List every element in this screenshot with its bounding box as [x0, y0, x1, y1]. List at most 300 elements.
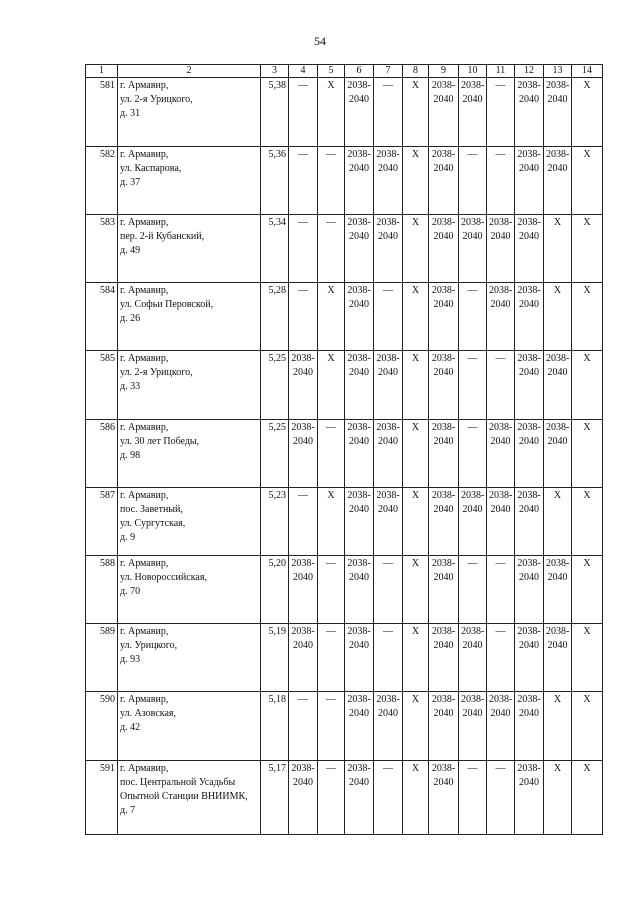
cell-text: 2038- [517, 80, 541, 91]
cell-text: X [411, 217, 420, 228]
value-cell [374, 420, 403, 488]
cell-text: 2040 [433, 504, 454, 515]
cell-text: — [326, 558, 336, 569]
cell-text: 2038- [431, 490, 456, 501]
cell-text: — [383, 285, 393, 296]
cell-text: 2040 [547, 94, 568, 105]
cell-text: 2040 [433, 231, 454, 242]
value-cell [544, 351, 572, 420]
column-header: 4 [289, 65, 318, 78]
cell-text: X [583, 285, 591, 296]
table-row [86, 215, 603, 283]
address-line: г. Армавир, [120, 694, 169, 705]
value-cell [572, 147, 603, 215]
value-cell [572, 761, 603, 835]
value-cell [544, 147, 572, 215]
value-cell [403, 78, 429, 147]
value-cell [345, 556, 374, 624]
cell-text: 2040 [519, 367, 539, 378]
cell-text: 2038- [376, 694, 400, 705]
cell-text: — [298, 217, 308, 228]
value-cell [572, 78, 603, 147]
column-header: 11 [487, 65, 515, 78]
value-cell [429, 761, 459, 835]
cell-text: — [298, 694, 308, 705]
cell-text: 2040 [293, 640, 313, 651]
row-number: 591 [86, 761, 118, 835]
value-cell [318, 556, 345, 624]
cell-text: 2038- [347, 285, 371, 296]
value-cell [487, 761, 515, 835]
cell-text: 2040 [433, 572, 454, 583]
value-cell [429, 78, 459, 147]
cell-text: 2040 [349, 163, 369, 174]
value-cell [345, 624, 374, 692]
cell-text: X [553, 285, 562, 296]
table-row [86, 283, 603, 351]
address-cell [118, 420, 261, 488]
value-cell [544, 556, 572, 624]
table-row [86, 692, 603, 761]
cell-text: 2038- [489, 490, 513, 501]
cell-text: 2038- [347, 217, 371, 228]
address-line: г. Армавир, [120, 217, 169, 228]
address-line: г. Армавир, [120, 80, 169, 91]
address-cell [118, 692, 261, 761]
value-cell [289, 283, 318, 351]
cell-text: 2038- [461, 694, 485, 705]
cell-text: — [467, 422, 478, 433]
address-line: ул. Каспарова, [120, 163, 182, 174]
cell-text: 2038- [517, 353, 541, 364]
value-cell [572, 420, 603, 488]
cell-text: — [495, 353, 506, 364]
cell-text: X [411, 558, 420, 569]
cell-text: 2038- [376, 353, 400, 364]
cell-text: 2040 [349, 708, 369, 719]
cell-text: 2038- [347, 422, 371, 433]
cell-text: X [583, 217, 591, 228]
cell-text: 2040 [433, 367, 454, 378]
row-number: 581 [86, 78, 118, 147]
address-cell [118, 215, 261, 283]
value-cell [487, 147, 515, 215]
value-cell [318, 624, 345, 692]
cell-text: X [411, 763, 420, 774]
cell-text: X [411, 694, 420, 705]
area-value: 5,34 [261, 215, 289, 283]
value-cell [374, 761, 403, 835]
row-number: 590 [86, 692, 118, 761]
cell-text: — [326, 626, 336, 637]
cell-text: 2038- [461, 80, 485, 91]
cell-text: 2038- [347, 490, 371, 501]
cell-text: 2038- [431, 694, 456, 705]
cell-text: 2038- [546, 80, 570, 91]
cell-text: 2040 [519, 436, 539, 447]
cell-text: 2040 [490, 708, 511, 719]
cell-text: 2038- [461, 626, 485, 637]
cell-text: X [583, 763, 591, 774]
cell-text: 2038- [517, 558, 541, 569]
cell-text: X [583, 694, 591, 705]
value-cell [544, 624, 572, 692]
value-cell [403, 761, 429, 835]
area-value: 5,25 [261, 420, 289, 488]
value-cell [345, 351, 374, 420]
cell-text: X [553, 694, 562, 705]
column-header: 10 [459, 65, 487, 78]
cell-text: X [327, 353, 335, 364]
cell-text: X [553, 490, 562, 501]
value-cell [403, 624, 429, 692]
cell-text: 2038- [517, 422, 541, 433]
cell-text: 2040 [462, 504, 483, 515]
cell-text: — [326, 217, 336, 228]
table-row [86, 147, 603, 215]
cell-text: 2040 [433, 163, 454, 174]
cell-text: X [583, 149, 591, 160]
cell-text: 2038- [546, 422, 570, 433]
cell-text: X [327, 490, 335, 501]
row-number: 586 [86, 420, 118, 488]
column-header: 7 [374, 65, 403, 78]
cell-text: 2040 [490, 299, 511, 310]
cell-text: 2038- [347, 353, 371, 364]
value-cell [429, 692, 459, 761]
cell-text: 2040 [349, 504, 369, 515]
cell-text: — [495, 763, 506, 774]
value-cell [429, 215, 459, 283]
cell-text: — [326, 149, 336, 160]
value-cell [515, 761, 544, 835]
cell-text: X [411, 353, 420, 364]
address-cell [118, 78, 261, 147]
column-header: 14 [572, 65, 603, 78]
address-line: ул. 2-я Урицкого, [120, 367, 193, 378]
value-cell [403, 692, 429, 761]
address-line: г. Армавир, [120, 353, 169, 364]
address-cell [118, 488, 261, 556]
area-value: 5,23 [261, 488, 289, 556]
value-cell [459, 761, 487, 835]
value-cell [289, 215, 318, 283]
value-cell [459, 488, 487, 556]
value-cell [403, 351, 429, 420]
value-cell [289, 78, 318, 147]
cell-text: 2038- [291, 353, 315, 364]
column-header: 9 [429, 65, 459, 78]
cell-text: 2038- [291, 763, 315, 774]
area-value: 5,18 [261, 692, 289, 761]
value-cell [429, 488, 459, 556]
register-table [85, 64, 603, 835]
table-row [86, 624, 603, 692]
value-cell [544, 692, 572, 761]
value-cell [544, 283, 572, 351]
table-row [86, 488, 603, 556]
value-cell [429, 420, 459, 488]
cell-text: 2040 [462, 94, 483, 105]
table-row [86, 420, 603, 488]
cell-text: X [411, 490, 420, 501]
cell-text: 2040 [462, 708, 483, 719]
cell-text: — [383, 558, 393, 569]
value-cell [318, 420, 345, 488]
cell-text: 2040 [519, 231, 539, 242]
cell-text: 2038- [546, 626, 570, 637]
value-cell [487, 692, 515, 761]
address-cell [118, 283, 261, 351]
cell-text: 2040 [378, 436, 398, 447]
column-header: 3 [261, 65, 289, 78]
table-row [86, 761, 603, 835]
cell-text: — [467, 763, 478, 774]
row-number: 585 [86, 351, 118, 420]
address-cell [118, 624, 261, 692]
cell-text: 2040 [519, 708, 539, 719]
cell-text: — [326, 694, 336, 705]
value-cell [544, 488, 572, 556]
address-cell [118, 556, 261, 624]
cell-text: 2038- [431, 353, 456, 364]
address-line: г. Армавир, [120, 763, 169, 774]
value-cell [487, 624, 515, 692]
value-cell [459, 624, 487, 692]
address-line: ул. Урицкого, [120, 640, 178, 651]
cell-text: X [553, 217, 562, 228]
value-cell [403, 215, 429, 283]
cell-text: 2038- [431, 763, 456, 774]
table-row [86, 556, 603, 624]
row-number: 589 [86, 624, 118, 692]
value-cell [487, 420, 515, 488]
address-line: Опытной Станции ВНИИМК, [120, 791, 248, 802]
column-header: 1 [86, 65, 118, 78]
address-cell [118, 351, 261, 420]
address-line: д. 7 [120, 805, 136, 816]
value-cell [515, 351, 544, 420]
cell-text: 2040 [349, 436, 369, 447]
address-line: ул. 2-я Урицкого, [120, 94, 193, 105]
column-header: 13 [544, 65, 572, 78]
cell-text: 2040 [293, 367, 313, 378]
address-line: пос. Центральной Усадьбы [120, 777, 236, 788]
area-value: 5,19 [261, 624, 289, 692]
cell-text: X [327, 80, 335, 91]
cell-text: 2038- [431, 217, 456, 228]
value-cell [544, 78, 572, 147]
cell-text: X [583, 353, 591, 364]
cell-text: 2038- [376, 217, 400, 228]
value-cell [318, 761, 345, 835]
cell-text: 2040 [490, 231, 511, 242]
cell-text: 2040 [519, 299, 539, 310]
cell-text: 2038- [431, 422, 456, 433]
cell-text: 2040 [293, 572, 313, 583]
address-line: ул. Азовская, [120, 708, 177, 719]
value-cell [487, 78, 515, 147]
cell-text: 2038- [376, 149, 400, 160]
value-cell [374, 351, 403, 420]
cell-text: 2040 [349, 572, 369, 583]
value-cell [429, 556, 459, 624]
row-number: 582 [86, 147, 118, 215]
value-cell [374, 147, 403, 215]
cell-text: 2040 [519, 504, 539, 515]
cell-text: 2038- [517, 149, 541, 160]
value-cell [374, 624, 403, 692]
area-value: 5,25 [261, 351, 289, 420]
value-cell [544, 761, 572, 835]
value-cell [318, 283, 345, 351]
address-line: г. Армавир, [120, 490, 169, 501]
value-cell [572, 351, 603, 420]
address-line: ул. Сургутская, [120, 518, 186, 529]
cell-text: — [298, 80, 308, 91]
value-cell [515, 147, 544, 215]
value-cell [289, 624, 318, 692]
value-cell [289, 351, 318, 420]
area-value: 5,28 [261, 283, 289, 351]
cell-text: 2040 [519, 777, 539, 788]
address-line: г. Армавир, [120, 626, 169, 637]
table-header-row [86, 65, 603, 78]
cell-text: 2038- [291, 558, 315, 569]
cell-text: — [383, 763, 393, 774]
value-cell [459, 692, 487, 761]
cell-text: 2038- [347, 558, 371, 569]
table-row [86, 351, 603, 420]
cell-text: X [411, 80, 420, 91]
address-line: д. 37 [120, 177, 141, 188]
row-number: 583 [86, 215, 118, 283]
cell-text: — [298, 285, 308, 296]
cell-text: 2038- [489, 285, 513, 296]
cell-text: 2040 [433, 436, 454, 447]
page-number: 54 [314, 34, 326, 48]
cell-text: 2038- [376, 490, 400, 501]
cell-text: X [583, 490, 591, 501]
column-header: 6 [345, 65, 374, 78]
cell-text: 2038- [347, 149, 371, 160]
address-line: д. 49 [120, 245, 141, 256]
cell-text: X [327, 285, 335, 296]
cell-text: — [326, 422, 336, 433]
column-header: 8 [403, 65, 429, 78]
value-cell [515, 283, 544, 351]
cell-text: X [583, 558, 591, 569]
cell-text: 2038- [546, 149, 570, 160]
value-cell [403, 488, 429, 556]
value-cell [429, 283, 459, 351]
cell-text: 2040 [349, 94, 369, 105]
value-cell [289, 488, 318, 556]
value-cell [487, 351, 515, 420]
cell-text: 2040 [349, 231, 369, 242]
cell-text: 2040 [547, 572, 568, 583]
cell-text: 2038- [347, 80, 371, 91]
address-line: ул. Софьи Перовской, [120, 299, 214, 310]
value-cell [459, 283, 487, 351]
cell-text: 2040 [519, 640, 539, 651]
address-cell [118, 761, 261, 835]
address-line: д. 9 [120, 532, 136, 543]
value-cell [318, 215, 345, 283]
cell-text: — [298, 149, 308, 160]
value-cell [345, 147, 374, 215]
value-cell [345, 215, 374, 283]
cell-text: X [411, 149, 420, 160]
value-cell [572, 556, 603, 624]
value-cell [345, 488, 374, 556]
address-line: д. 70 [120, 586, 141, 597]
value-cell [515, 420, 544, 488]
value-cell [374, 283, 403, 351]
value-cell [459, 556, 487, 624]
value-cell [345, 692, 374, 761]
address-line: г. Армавир, [120, 422, 169, 433]
value-cell [572, 624, 603, 692]
value-cell [318, 488, 345, 556]
cell-text: — [298, 490, 308, 501]
cell-text: 2038- [431, 285, 456, 296]
value-cell [345, 283, 374, 351]
value-cell [345, 420, 374, 488]
table-body [86, 78, 603, 835]
address-cell [118, 147, 261, 215]
cell-text: 2038- [517, 490, 541, 501]
area-value: 5,38 [261, 78, 289, 147]
area-value: 5,17 [261, 761, 289, 835]
cell-text: 2038- [431, 626, 456, 637]
cell-text: 2038- [431, 558, 456, 569]
value-cell [487, 215, 515, 283]
value-cell [544, 420, 572, 488]
cell-text: X [411, 422, 420, 433]
cell-text: — [467, 558, 478, 569]
cell-text: 2038- [517, 763, 541, 774]
value-cell [289, 556, 318, 624]
cell-text: 2038- [347, 626, 371, 637]
cell-text: 2038- [291, 626, 315, 637]
cell-text: — [467, 285, 478, 296]
cell-text: 2040 [547, 163, 568, 174]
address-line: д. 31 [120, 108, 141, 119]
cell-text: 2040 [349, 367, 369, 378]
cell-text: 2038- [546, 353, 570, 364]
table-row [86, 78, 603, 147]
cell-text: 2040 [462, 640, 483, 651]
cell-text: — [467, 149, 478, 160]
value-cell [459, 78, 487, 147]
address-line: г. Армавир, [120, 558, 169, 569]
cell-text: X [583, 626, 591, 637]
cell-text: 2040 [349, 299, 369, 310]
value-cell [515, 624, 544, 692]
value-cell [544, 215, 572, 283]
address-line: г. Армавир, [120, 149, 169, 160]
value-cell [429, 624, 459, 692]
address-line: г. Армавир, [120, 285, 169, 296]
value-cell [515, 215, 544, 283]
value-cell [345, 78, 374, 147]
value-cell [487, 556, 515, 624]
cell-text: 2038- [489, 422, 513, 433]
value-cell [572, 215, 603, 283]
address-line: ул. 30 лет Победы, [120, 436, 200, 447]
address-line: д. 93 [120, 654, 141, 665]
